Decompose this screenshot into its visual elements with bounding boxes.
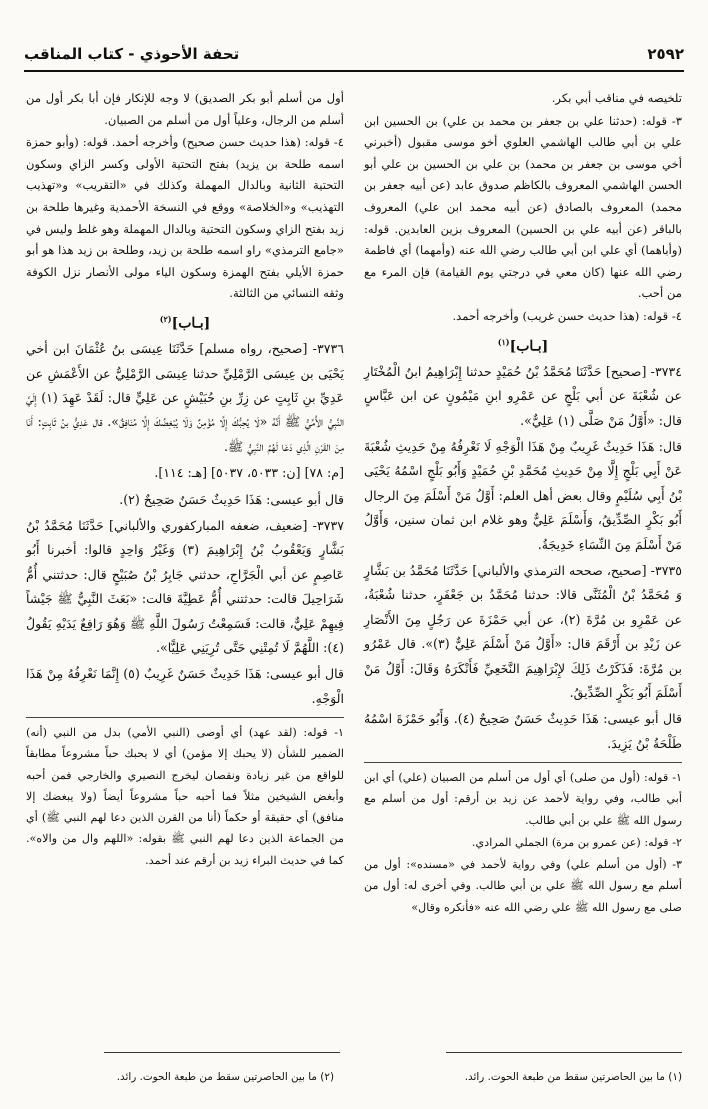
hadith-text: ٣٧٣٦- [صحيح، رواه مسلم] حَدَّثَنَا عِيسَى بنُ عُثْمَانَ ابن أخي يَحْيَى بن عِيسَى الرَّمْلِيِّ حدثنا عِيسَى الرَّمْلِيُّ عن الأَعْمَشِ عن عَدِيِّ بنِ ثَابِتٍ عن زِرِّ بنِ حُبَيْشٍ عن عَلِيٍّ قال: لَقَدْ عَهِدَ (١) إِلَيَّ النَّبِيُّ الأُمِّيُّ ﷺ أَنَّهُ «لَا يُحِبُّكَ إِلَّا مُؤْمِنٌ وَلَا يُبْغِضُكَ إِلَّا مُنَافِقٌ». قال عَدِيُّ بنُ ثَابِتٍ: أَنَا مِنَ القَرْنِ الَّذِي دَعَا لَهُمُ النَّبِيُّ ﷺ. <box>26 341 344 454</box>
left-column <box>26 88 344 872</box>
footnote-right: (١) ما بين الحاصرتين سقط من طبعة الحوت. رائد. <box>464 1071 682 1083</box>
chapter-heading <box>26 309 344 335</box>
commentary-block <box>26 722 344 870</box>
hadith-text: ٣٧٣٥- [صحيح، صححه الترمذي والألباني] حَدَّثَنَا مُحَمَّدُ بن بَشَّارٍ وَ مُحَمَّدُ بْنُ الْمُثَنَّى قالا: حدثنا مُحَمَّدُ بن جَعْفَرٍ، حدثنا شُعْبَةُ، عن عَمْرِو بن مُرَّةَ (٢)، عن أبي حَمْزَةَ عن رَجُلٍ مِنَ الأَنْصَارِ عن زَيْدِ بن أَرْقَمَ قال: «أَوَّلُ مَنْ أَسْلَمَ عَلِيٌّ (٣)». قال عَمْرُو بن مُرَّةَ: فَذَكَرْتُ ذَلِكَ لإِبْرَاهِيمَ النَّخَعِيِّ فَأَنْكَرَهُ وَقَالَ: أَوَّلُ مَنْ أَسْلَمَ أَبُو بَكْرٍ الصِّدِّيقُ. <box>364 563 682 701</box>
page-number: ٢٥٩٢ <box>647 45 684 63</box>
commentary-divider <box>26 717 344 718</box>
commentary-paragraph: ١- قوله: (لقد عهد) أي أوصى (النبي الأمي) بدل من النبي (أنه) الضمير للشأن (لا يحبك إلا مؤمن) أي لا يحبك حباً مشروعاً مطابقاً للواقع من غير زيادة ونقصان ليخرج النصيري والخارجي فمن أحبه وأبغض الشيخين مثلاً فما أحبه حباً مشروعاً أيضاً (ولا يبغضك إلا منافق) أي حقيقة أو حكماً (أنا من القرن الذين دعا لهم النبي ﷺ) أي من الجماعة الذين دعا لهم النبي ﷺ بقوله: «اللهم وال من والاه». كما في حديث البراء زيد بن أرقم عند أحمد. <box>26 726 344 867</box>
paragraph: ٤- قوله: (هذا حديث حسن صحيح) وأخرجه أحمد. قوله: (وأبو حمزة اسمه طلحة بن يزيد) بفتح التحتية الأولى وكسر الزاي وسكون التحتية الثانية وبالدال المهملة وكذلك في «التقريب» و«تهذيب التهذيب» و«الخلاصة» ووقع في النسخة الأحمدية وغيرها طلحة بن زيد بفتح الزاي وسكون التحتية وبالدال المهملة وهو غلط وليس في «جامع الترمذي» راو اسمه طلحة بن زيد، وطلحة بن زيد هذا هو أبو حمزة الأيلي بفتح الهمزة وسكون الياء مولى الأنصار نزل الكوفة وثقه النسائي من الثالثة. <box>26 135 344 301</box>
hadith-text: قال أبو عيسى: هَذَا حَدِيثٌ حَسَنٌ صَحِيحٌ (٢). <box>119 491 344 507</box>
footnote-left: (٢) ما بين الحاصرتين سقط من طبعة الحوت. رائد. <box>116 1071 334 1083</box>
hadith-text: قال: هَذَا حَدِيثٌ غَرِيبٌ مِنْ هَذَا الْوَجْهِ لَا نَعْرِفُهُ مِنْ حَدِيثِ شُعْبَةَ عَنْ أَبِي بَلْجٍ إِلَّا مِنْ حَدِيثِ مُحَمَّدِ بْنِ حُمَيْدٍ وَأَبُو بَلْجٍ اسْمُهُ يَحْيَى بْنُ أَبِي سُلَيْمٍ وقال بعض أهل العلم: أَوَّلُ مَنْ أَسْلَمَ مِنَ الرجال أَبُو بَكْرٍ الصِّدِّيقُ، وَأَسْلَمَ عَلِيٌّ وهو غلام ابن ثمان سنين، وَأَوَّلُ مَنْ أَسْلَمَ مِنَ النِّسَاءِ خَدِيجَةُ. <box>364 439 682 552</box>
hadith-text: قال أبو عيسى: هَذَا حَدِيثٌ حَسَنٌ صَحِيحٌ (٤). وَأَبُو حَمْزَةَ اسْمُهُ طَلْحَةُ بْنُ يَزِيدَ. <box>364 711 682 751</box>
header-rule <box>24 70 684 72</box>
hadith-text: ٣٧٣٤- [صحيح] حَدَّثَنَا مُحَمَّدُ بْنُ حُمَيْدٍ حدثنا إِبْرَاهِيمُ ابنُ الْمُخْتَارِ عن شُعْبَةَ عن أبي بَلْجٍ عن عَمْرِو ابنِ مَيْمُونٍ عن ابن عَبَّاسٍ قال: «أَوَّلُ مَنْ صَلَّى (١) عَلِيٌّ». <box>364 363 682 428</box>
paragraph: أول من أسلم أبو بكر الصديق) لا وجه للإنكار فإن أبا بكر أول من أسلم من الرجال، وعلياً أول من أسلم من الصبيان. <box>26 91 344 127</box>
footnote-marker: (١) <box>497 336 510 347</box>
page-header <box>24 40 684 68</box>
right-column <box>364 88 682 919</box>
commentary-block <box>364 767 682 917</box>
paragraph: ٤- قوله: (هذا حديث حسن غريب) وأخرجه أحمد. <box>452 308 682 323</box>
chapter-heading <box>364 332 682 358</box>
running-title: تحفة الأحوذي - كتاب المناقب <box>24 45 240 63</box>
commentary-paragraph: ٣- (أول من أسلم علي) وفي رواية لأحمد في «مسنده»: أول من أسلم مع رسول الله ﷺ علي بن أبي طالب. وفي أخرى له: أول من صلى مع رسول الله ﷺ علي رضي الله عنه «فأنكره وقال» <box>364 858 682 914</box>
hadith-text: قال أبو عيسى: هَذَا حَدِيثٌ حَسَنٌ غَرِيبٌ (٥) إِنَّمَا نَعْرِفُهُ مِنْ هَذَا الْوَجْهِ. <box>26 666 344 706</box>
chapter-heading-text: [بـاب] <box>509 338 549 355</box>
commentary-divider <box>364 762 682 763</box>
commentary-paragraph: ٢- قوله: (عن عمرو بن مرة) الجملي المرادي. <box>471 835 682 849</box>
paragraph: ٣- قوله: (حدثنا علي بن جعفر بن محمد بن علي) بن الحسين ابن علي بن أبي طالب الهاشمي العلوي أخو موسى مقبول (أخبرني أخي موسى بن جعفر بن محمد) بن علي بن الحسين بن علي أبو الحسن الهاشمي المعروف بالكاظم صدوق عابد (عن أبيه جعفر بن محمد) المعروف بالصادق (عن أبيه محمد ابن علي) المعروف بالباقر (عن أبيه علي بن الحسين) المعروف بزين العابدين. قوله: (وأباهما) أي علي ابن أبي طالب رضي الله عنه (وأمهما) أي فاطمة رضي الله عنها (كان معي في درجتي يوم القيامة) فإن المرء مع من أحب. <box>364 113 682 301</box>
footnote-marker: (٢) <box>159 313 172 324</box>
chapter-heading-text: [بـاب] <box>171 315 211 332</box>
commentary-paragraph: ١- قوله: (أول من صلى) أي أول من أسلم من الصبيان (علي) أي ابن أبي طالب، وفي رواية لأحمد عن زيد بن أرقم: أول من أسلم مع رسول الله ﷺ علي بن أبي طالب. <box>364 771 682 827</box>
hadith-text: [م: ٧٨] [ن: ٥٠٣٣، ٥٠٣٧] [هـ: ١١٤]. <box>154 465 344 481</box>
footnote-rule-left <box>104 1052 340 1053</box>
hadith-text: ٣٧٣٧- [ضعيف، ضعفه المباركفوري والألباني] حَدَّثَنَا مُحَمَّدُ بْنُ بَشَّارٍ وَيَعْقُوبُ بْنُ إِبْرَاهِيمَ (٣) وَغَيْرُ وَاحِدٍ قالوا: أخبرنا أَبُو عَاصِمٍ عن أبي الْجَرَّاحِ، حدثني جَابِرُ بْنُ صُبَيْحٍ قال: حدثتني أُمُّ شَرَاحِيلَ قالت: حدثتني أُمُّ عَطِيَّةَ قالت: «بَعَثَ النَّبِيُّ ﷺ جَيْشاً فِيهِمْ عَلِيٌّ، قالت: فَسَمِعْتُ رَسُولَ اللَّهِ ﷺ وَهُوَ رَافِعٌ يَدَيْهِ يَقُولُ (٤): اللَّهُمَّ لَا تُمِتْنِي حَتَّى تُرِيَنِي عَلِيًّا». <box>26 518 344 656</box>
paragraph: تلخيصه في مناقب أبي بكر. <box>551 91 682 105</box>
footnote-rule-right <box>446 1052 682 1053</box>
